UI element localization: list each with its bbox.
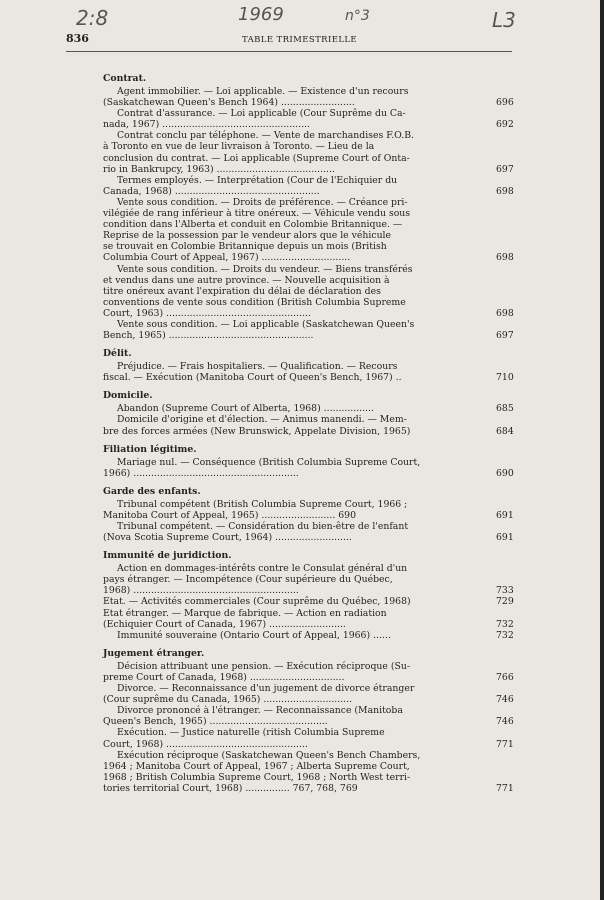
index-entry-line [103,197,488,208]
entry-page-number: 697 [496,330,514,342]
index-entry-line [103,252,514,264]
entry-text: tories territorial Court, 1968) ............... 767, 768, 769 [103,782,358,794]
entry-text: titre onéreux avant l'expiration du délai de déclaration des [103,285,381,297]
entry-page-number: 690 [496,467,514,479]
entry-text: Action en dommages-intérêts contre le Consulat général d'un [117,563,408,575]
entry-page-number: 729 [496,596,514,608]
entry-page-number: 746 [496,694,514,706]
index-entry-line [103,219,488,230]
entry-text: (Saskatchewan Queen's Bench 1964) ......................... [103,97,355,109]
index-entry-line [103,241,488,252]
entry-text: nada, 1967) .................................................. [103,119,310,131]
index-entry-line [103,772,488,783]
index-entry-line [103,608,488,619]
entry-text: Vente sous condition. — Droits de préférence. — Créance pri- [117,196,408,208]
header-rule [66,51,512,52]
index-entry-line [103,130,488,141]
index-entry-line [103,574,488,585]
index-entry-line [103,97,514,109]
entry-text: Agent immobilier. — Loi applicable. — Existence d'un recours [117,86,409,97]
entry-page-number: 732 [496,629,514,641]
entry-text: (Cour suprême du Canada, 1965) .............................. [103,694,353,706]
section-heading: Domicile. [103,390,153,402]
entry-text: condition dans l'Alberta et conduit en Colombie Britannique. — [103,219,403,231]
entry-text: Vente sous condition. — Droits du vendeur. — Biens transférés [117,263,413,275]
index-entry-line [103,521,488,532]
index-entry-line [103,629,514,641]
binding-edge [600,0,604,900]
index-entry-line [103,372,514,384]
index-entry-line [103,661,488,672]
index-entry-line [103,750,488,761]
entry-page-number: 696 [496,97,514,109]
index-entry-line [103,716,514,728]
entry-text: rio in Bankrupcy, 1963) ........................................ [103,163,335,175]
entry-text: Court, 1968) ................................................ [103,738,308,750]
entry-text: 1966) ........................................................ [103,467,299,479]
entry-text: (Nova Scotia Supreme Court, 1964) .......................... [103,532,352,544]
index-entry-line [103,705,488,716]
entry-text: bre des forces armées (New Brunswick, Appelate Division, 1965) [103,425,411,437]
entry-page-number: 691 [496,532,514,544]
index-entry-line [103,596,514,608]
handwritten-note-issue: n°3 [345,8,370,24]
section-heading: Garde des enfants. [103,485,201,497]
index-entry-line [103,671,514,683]
index-entry-line [103,509,514,521]
handwritten-note-left: 2:8 [76,6,109,30]
index-entry-line [103,499,488,510]
handwritten-note-right: L3 [492,8,516,32]
index-entry-line [103,330,514,342]
entry-page-number: 771 [496,782,514,794]
entry-text: Reprise de la possession par le vendeur alors que le véhicule [103,230,392,242]
entry-text: Mariage nul. — Conséquence (British Columbia Supreme Court, [117,456,421,468]
entry-text: Etat. — Activités commerciales (Cour suprême du Québec, 1968) [103,596,411,608]
index-entry-line [103,694,514,706]
index-entry-line [103,230,488,241]
index-entry-line [103,457,488,468]
entry-page-number: 692 [496,119,514,131]
entry-text: conventions de vente sous condition (British Columbia Supreme [103,296,406,308]
entry-page-number: 732 [496,618,514,630]
running-head: TABLE TRIMESTRIELLE [242,35,358,45]
index-entry-line [103,175,488,186]
index-entry-line [103,307,514,319]
entry-text: vilégiée de rang inférieur à titre onéreux. — Véhicule vendu sous [103,208,411,220]
index-entry-line [103,119,514,131]
index-entry-line [103,275,488,286]
index-entry-line [103,761,488,772]
index-entry-line [103,425,514,437]
entry-text: Contrat conclu par téléphone. — Vente de marchandises F.O.B. [117,130,415,142]
entry-text: et vendus dans une autre province. — Nouvelle acquisition à [103,274,390,286]
entry-text: Divorce. — Reconnaissance d'un jugement de divorce étranger [117,683,415,695]
index-entry-line [103,286,488,297]
index-entry-line [103,108,488,119]
entry-text: Termes employés. — Interprétation (Cour de l'Echiquier du [117,174,398,186]
entry-text: 1968 ; British Columbia Supreme Court, 1968 ; North West terri- [103,771,411,783]
handwritten-note-year: 1969 [238,4,284,25]
entry-page-number: 766 [496,671,514,683]
index-entry-line [103,185,514,197]
entry-text: Vente sous condition. — Loi applicable (Saskatchewan Queen's [117,318,415,330]
index-entry-line [103,467,514,479]
section-heading: Immunité de juridiction. [103,550,232,562]
entry-page-number: 698 [496,307,514,319]
index-entry-line [103,618,514,630]
entry-page-number: 746 [496,716,514,728]
entry-text: conclusion du contrat. — Loi applicable (Supreme Court of Onta- [103,152,410,164]
index-entry-line [103,532,514,544]
entry-text: (Echiquier Court of Canada, 1967) .......................... [103,618,346,630]
entry-text: fiscal. — Exécution (Manitoba Court of Queen's Bench, 1967) .. [103,372,402,384]
index-entry-line [103,727,488,738]
index-entry-line [103,319,488,330]
index-entry-line [103,683,488,694]
index-entry-line [103,153,488,164]
entry-text: Canada, 1968) ................................................. [103,185,320,197]
entry-text: se trouvait en Colombie Britannique depuis un mois (British [103,241,387,253]
index-entry-line [103,738,514,750]
entry-page-number: 733 [496,585,514,597]
index-content [103,72,514,794]
section-heading: Contrat. [103,73,147,84]
index-entry-line [103,163,514,175]
index-entry-line [103,264,488,275]
entry-page-number: 691 [496,509,514,521]
entry-page-number: 697 [496,163,514,175]
index-entry-line [103,563,488,574]
entry-text: Columbia Court of Appeal, 1967) .............................. [103,252,351,264]
entry-text: Exécution réciproque (Saskatchewan Queen's Bench Chambers, [117,749,421,761]
entry-text: Etat étranger. — Marque de fabrique. — Action en radiation [103,607,387,619]
section-heading: Jugement étranger. [103,647,205,659]
entry-text: pays étranger. — Incompétence (Cour supérieure du Québec, [103,574,393,586]
index-entry-line [103,782,514,794]
entry-text: Bench, 1965) ................................................. [103,330,314,342]
entry-text: Contrat d'assurance. — Loi applicable (Cour Suprême du Ca- [117,108,406,120]
entry-text: Court, 1963) ................................................. [103,307,311,319]
index-entry-line [103,585,514,597]
entry-page-number: 710 [496,372,514,384]
entry-text: Immunité souveraine (Ontario Court of Appeal, 1966) ...... [117,629,391,641]
entry-text: 1964 ; Manitoba Court of Appeal, 1967 ; Alberta Supreme Court, [103,760,410,772]
entry-text: Exécution. — Justice naturelle (ritish Columbia Supreme [117,727,385,739]
entry-text: Divorce prononcé à l'étranger. — Reconnaissance (Manitoba [117,705,403,717]
entry-page-number: 685 [496,403,514,415]
entry-text: Décision attribuant une pension. — Exécution réciproque (Su- [117,660,410,672]
section-heading: Délit. [103,348,132,360]
entry-page-number: 684 [496,425,514,437]
entry-page-number: 771 [496,738,514,750]
entry-page-number: 698 [496,252,514,264]
entry-text: Abandon (Supreme Court of Alberta, 1968) ................. [117,403,374,415]
entry-text: Manitoba Court of Appeal, 1965) ......................... 690 [103,509,356,521]
index-entry-line [103,403,514,415]
entry-page-number: 698 [496,185,514,197]
index-entry-line [103,141,488,152]
section-heading: Filiation légitime. [103,443,197,455]
index-entry-line [103,414,488,425]
index-entry-line [103,361,488,372]
page-number: 836 [66,32,89,45]
entry-text: Préjudice. — Frais hospitaliers. — Qualification. — Recours [117,361,398,373]
entry-text: Domicile d'origine et d'élection. — Animus manendi. — Mem- [117,414,407,426]
entry-text: Tribunal compétent. — Considération du bien-être de l'enfant [117,521,409,532]
index-entry-line [103,86,488,97]
index-entry-line [103,208,488,219]
entry-text: à Toronto en vue de leur livraison à Toronto. — Lieu de la [103,141,375,153]
index-entry-line [103,297,488,308]
entry-text: Tribunal compétent (British Columbia Supreme Court, 1966 ; [117,498,408,510]
entry-text: Queen's Bench, 1965) ........................................ [103,716,328,728]
entry-text: 1968) ........................................................ [103,585,299,597]
entry-text: preme Court of Canada, 1968) ................................ [103,671,345,683]
